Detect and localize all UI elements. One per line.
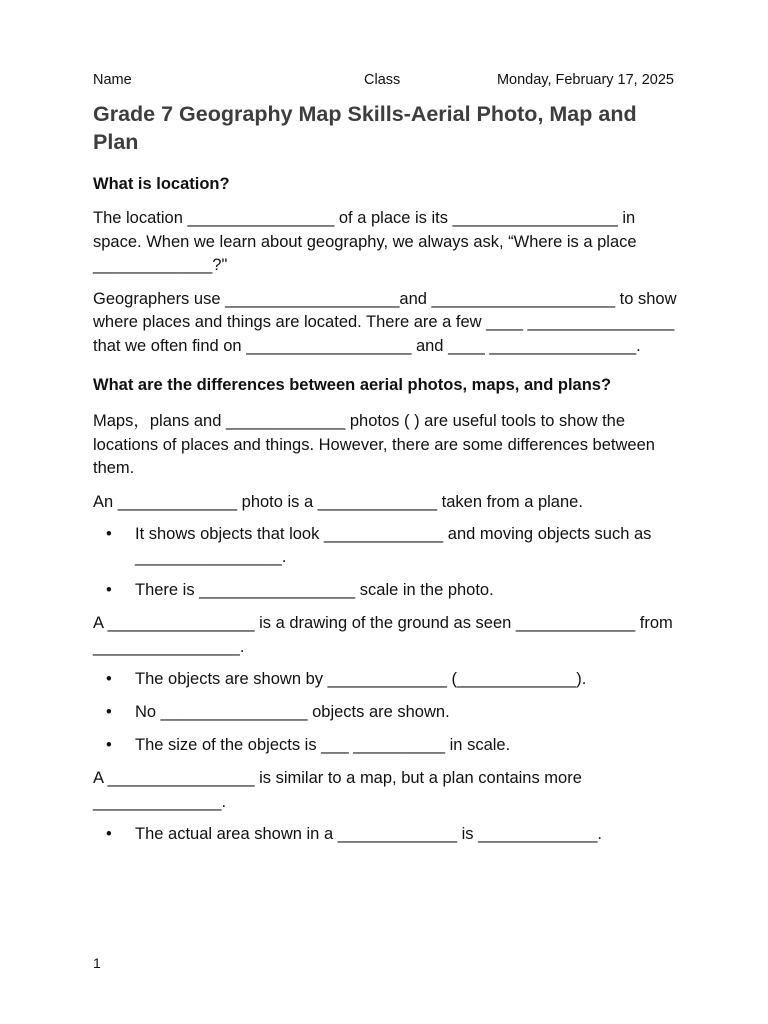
paragraph-aerial-photo: An _____________ photo is a _____________ taken from a plane.	[93, 492, 583, 511]
list-item: • The actual area shown in a _____________ is _____________.	[93, 823, 678, 846]
list-item: • The size of the objects is ___ __________ in scale.	[93, 734, 678, 757]
section-heading-differences: What are the differences between aerial photos, maps, and plans?	[93, 376, 612, 394]
paragraph-geographers: Geographers use ___________________and ____________________ to show where places and things are located. There are a few ____ ________________ that we often find on __________________ and ____ ________________.	[93, 289, 677, 355]
aerial-photo-bullets	[93, 523, 678, 602]
class-label: Class	[364, 72, 401, 88]
list-item: • No ________________ objects are shown.	[93, 701, 678, 724]
date-label: Monday, February 17, 2025	[496, 72, 674, 88]
section-heading-location: What is location?	[93, 175, 230, 193]
paragraph-map: A ________________ is a drawing of the ground as seen _____________ from ________________.	[93, 614, 673, 656]
paragraph-maps-plans: Maps，plans and _____________ photos ( ) are useful tools to show the locations of places and things. However, there are some differences between them.	[93, 412, 655, 477]
page-title: Grade 7 Geography Map Skills-Aerial Photo, Map and Plan	[93, 102, 637, 154]
list-item: • The objects are shown by _____________ (_____________).	[93, 668, 678, 691]
name-label: Name	[93, 72, 132, 88]
header-row	[93, 72, 678, 90]
paragraph-plan: A ________________ is similar to a map, but a plan contains more ______________.	[93, 769, 582, 811]
list-item: • It shows objects that look _____________ and moving objects such as ________________.	[93, 523, 678, 569]
map-bullets	[93, 668, 678, 757]
list-item: • There is _________________ scale in the photo.	[93, 579, 678, 602]
paragraph-location: The location ________________ of a place is its __________________ in space. When we learn about geography, we always ask, “Where is a place _____________?"	[93, 209, 637, 274]
page-number: 1	[93, 955, 101, 971]
plan-bullets	[93, 823, 678, 846]
worksheet-page	[93, 72, 678, 856]
